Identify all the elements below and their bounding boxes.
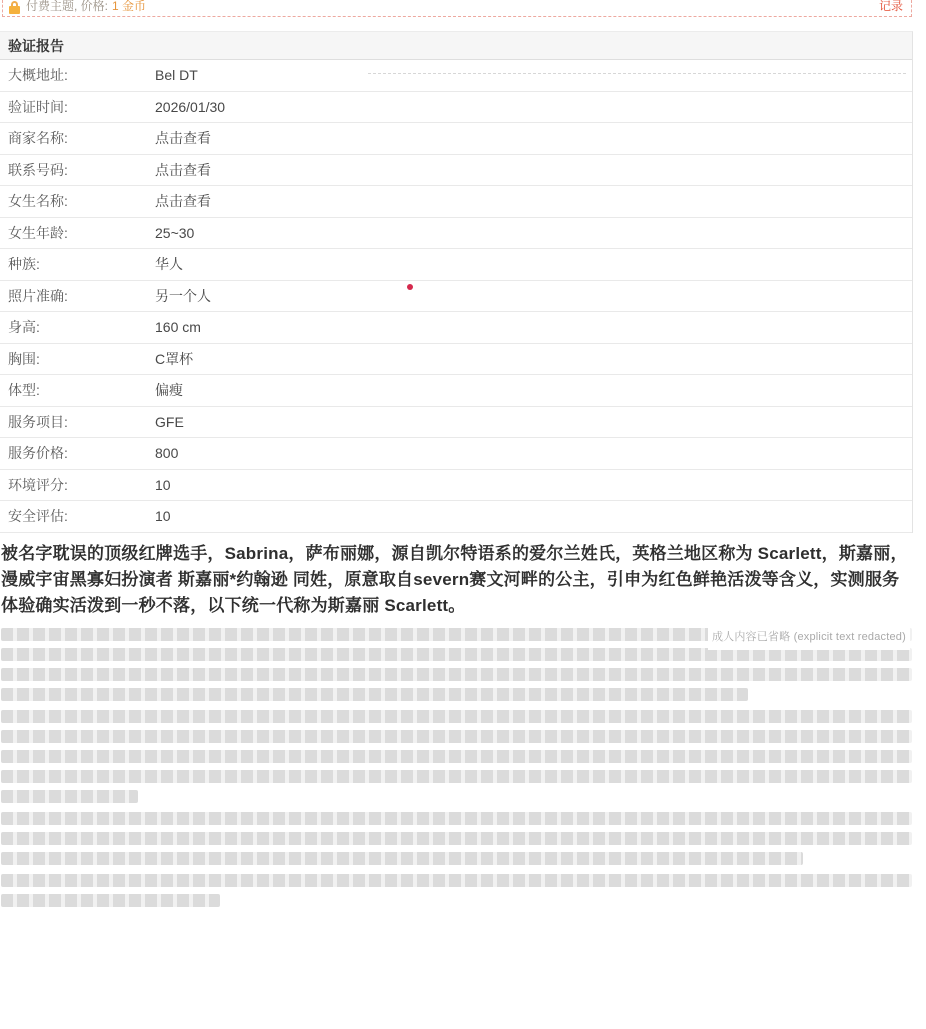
field-value: 2026/01/30 [155, 98, 226, 115]
redacted-text-line [1, 790, 138, 803]
field-label: 安全评估: [8, 508, 68, 525]
field-value: 800 [155, 445, 179, 462]
report-rows [0, 60, 912, 533]
table-row [0, 123, 912, 155]
field-label: 女生年龄: [8, 224, 68, 241]
table-row [0, 60, 912, 92]
redacted-paragraph [1, 710, 912, 803]
review-paragraph: 被名字耽误的顶级红牌选手，Sabrina，萨布丽娜，源自凯尔特语系的爱尔兰姓氏，英格兰地区称为 Scarlett，斯嘉丽，漫威宇宙黑寡妇扮演者 斯嘉丽*约翰逊 同姓，原意取自severn赛文河畔的公主，引申为红色鲜艳活泼等含义，实测服务体验确实活泼到一秒不落，以下统一代称为斯嘉丽 Scarlett。 [1, 544, 908, 615]
table-row [0, 249, 912, 281]
field-value: 10 [155, 476, 171, 493]
redacted-text-line [1, 832, 912, 845]
table-row [0, 501, 912, 533]
redacted-paragraph [1, 628, 912, 701]
table-row [0, 375, 912, 407]
redaction-note: 成人内容已省略 (explicit text redacted) [708, 624, 910, 650]
table-row [0, 281, 912, 313]
field-label: 服务价格: [8, 445, 68, 462]
field-label: 大概地址: [8, 67, 68, 84]
redacted-text-line [1, 668, 912, 681]
field-value: 25~30 [155, 224, 195, 241]
table-row [0, 344, 912, 376]
redacted-text-line [1, 894, 220, 907]
field-value: 160 cm [155, 319, 201, 336]
paid-topic-bar [2, 0, 912, 17]
field-value-link[interactable]: 点击查看 [155, 161, 211, 178]
paid-topic-label: 付费主题, 价格: [26, 0, 109, 13]
table-row [0, 470, 912, 502]
redacted-text-line [1, 770, 912, 783]
field-label: 联系号码: [8, 161, 68, 178]
table-row [0, 155, 912, 187]
field-label: 胸围: [8, 350, 40, 367]
table-row [0, 407, 912, 439]
field-value-link[interactable]: 点击查看 [155, 193, 211, 210]
field-label: 女生名称: [8, 193, 68, 210]
review-section [1, 541, 912, 916]
field-label: 服务项目: [8, 413, 68, 430]
redacted-text-line [1, 688, 748, 701]
field-value: GFE [155, 413, 184, 430]
table-row [0, 312, 912, 344]
verification-report-table [0, 31, 913, 533]
redacted-text-line [1, 852, 803, 865]
redacted-text-line [1, 750, 912, 763]
field-label: 体型: [8, 382, 40, 399]
field-value-link[interactable]: 点击查看 [155, 130, 211, 147]
table-row [0, 186, 912, 218]
redacted-text-line [1, 812, 912, 825]
paid-topic-price: 1 金币 [112, 0, 147, 13]
redacted-text-line [1, 710, 912, 723]
red-dot-marker [407, 284, 413, 290]
lock-icon [9, 1, 20, 14]
field-label: 种族: [8, 256, 40, 273]
field-label: 验证时间: [8, 98, 68, 115]
field-value: Bel DT [155, 67, 198, 84]
field-value: 另一个人 [155, 287, 211, 304]
report-title: 验证报告 [0, 32, 912, 60]
record-link[interactable]: 记录 [878, 0, 903, 13]
faint-dashed-line [368, 73, 906, 74]
table-row [0, 218, 912, 250]
field-value: 偏瘦 [155, 382, 183, 399]
redacted-paragraph [1, 874, 912, 907]
field-label: 身高: [8, 319, 40, 336]
field-value: 10 [155, 508, 171, 525]
redacted-text-line [1, 874, 912, 887]
redacted-paragraph [1, 812, 912, 865]
table-row [0, 438, 912, 470]
field-label: 商家名称: [8, 130, 68, 147]
field-label: 照片准确: [8, 287, 68, 304]
table-row [0, 92, 912, 124]
field-value: C罩杯 [155, 350, 194, 367]
field-label: 环境评分: [8, 476, 68, 493]
field-value: 华人 [155, 256, 183, 273]
redacted-text-line [1, 730, 912, 743]
